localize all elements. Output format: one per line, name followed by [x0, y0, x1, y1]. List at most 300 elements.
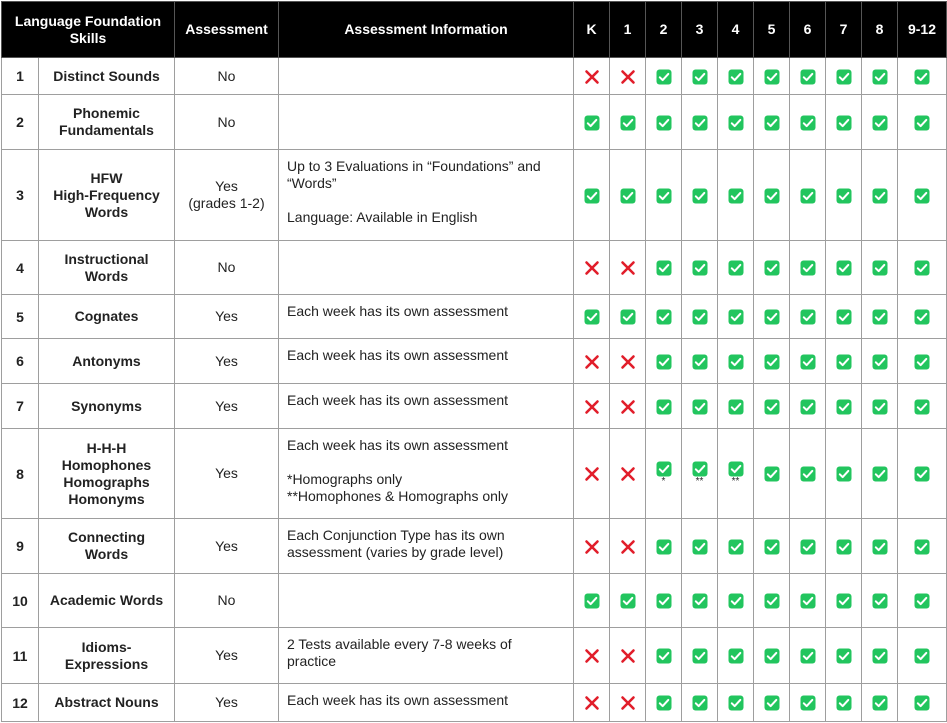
row-number: 12 [2, 684, 39, 722]
grade-cell-3 [682, 628, 718, 684]
grade-cell-content [656, 647, 672, 664]
grade-cell-content [656, 460, 672, 486]
assessment-value-line: No [217, 113, 236, 130]
assessment-value [175, 95, 279, 150]
cross-icon [584, 260, 600, 276]
assessment-info-line: Each week has its own assessment [287, 437, 508, 453]
header-grade-1: 1 [610, 2, 646, 58]
assessment-info [279, 95, 574, 150]
grade-cell-content [584, 465, 600, 482]
grade-cell-0 [574, 150, 610, 241]
grade-cell-9 [898, 574, 947, 628]
table-row [2, 295, 947, 339]
grade-cell-6 [790, 58, 826, 95]
grade-cell-3 [682, 58, 718, 95]
grade-cell-6 [790, 241, 826, 295]
grade-cell-1 [610, 519, 646, 574]
check-icon [656, 695, 672, 711]
grade-cell-content [620, 308, 636, 325]
grade-cell-content [728, 694, 744, 711]
grade-cell-4 [718, 429, 754, 519]
check-icon [728, 593, 744, 609]
assessment-info [279, 58, 574, 95]
grade-cell-0 [574, 519, 610, 574]
assessment-value-line: Yes [215, 537, 238, 554]
cross-icon [620, 69, 636, 85]
grade-cell-content [764, 67, 780, 84]
grade-cell-3 [682, 429, 718, 519]
grade-cell-content [620, 397, 636, 414]
grade-cell-2 [646, 384, 682, 429]
check-icon [728, 188, 744, 204]
grade-cell-content [620, 259, 636, 276]
check-icon [836, 188, 852, 204]
skill-name-line: Antonyms [72, 352, 141, 369]
grade-cell-6 [790, 574, 826, 628]
grade-cell-7 [826, 295, 862, 339]
skill-name [39, 628, 175, 684]
row-number: 10 [2, 574, 39, 628]
grade-cell-content [800, 537, 816, 554]
check-icon [764, 115, 780, 131]
grade-cell-content [728, 537, 744, 554]
assessment-info-line: Up to 3 Evaluations in “Foundations” and [287, 158, 541, 174]
grade-cell-5 [754, 519, 790, 574]
cross-icon [584, 69, 600, 85]
row-number: 11 [2, 628, 39, 684]
grade-cell-content [656, 67, 672, 84]
grade-cell-4 [718, 58, 754, 95]
grade-cell-7 [826, 241, 862, 295]
grade-cell-content [764, 308, 780, 325]
grade-cell-6 [790, 519, 826, 574]
check-icon [800, 309, 816, 325]
assessment-value-line: No [217, 259, 236, 275]
check-icon [656, 593, 672, 609]
assessment-info-line: assessment (varies by grade level) [287, 544, 504, 560]
grade-cell-6 [790, 384, 826, 429]
grade-cell-7 [826, 150, 862, 241]
check-icon [728, 309, 744, 325]
check-icon [692, 648, 708, 664]
check-icon [728, 539, 744, 555]
check-icon [764, 354, 780, 370]
header-assessment-info: Assessment Information [279, 2, 574, 58]
check-icon [800, 354, 816, 370]
assessment-value [175, 241, 279, 295]
check-icon [728, 461, 744, 477]
grade-cell-1 [610, 628, 646, 684]
header-grade-5: 5 [754, 2, 790, 58]
table-row [2, 574, 947, 628]
grade-cell-8 [862, 339, 898, 384]
check-icon [800, 695, 816, 711]
check-icon [800, 69, 816, 85]
grade-cell-content [914, 259, 930, 276]
assessment-info-line: 2 Tests available every 7-8 weeks of [287, 636, 512, 652]
assessment-value [175, 58, 279, 95]
check-icon [728, 260, 744, 276]
check-icon [764, 539, 780, 555]
grade-cell-content [620, 465, 636, 482]
check-icon [914, 309, 930, 325]
check-icon [584, 188, 600, 204]
grade-cell-4 [718, 574, 754, 628]
assessment-value [175, 150, 279, 241]
grade-cell-2 [646, 295, 682, 339]
cross-icon [620, 695, 636, 711]
cross-icon [584, 354, 600, 370]
check-icon [914, 354, 930, 370]
assessment-value [175, 295, 279, 339]
check-icon [872, 539, 888, 555]
grade-cell-8 [862, 628, 898, 684]
check-icon [914, 188, 930, 204]
grade-cell-7 [826, 684, 862, 722]
grade-cell-content [914, 67, 930, 84]
grade-cell-content [800, 647, 816, 664]
grade-cell-content [692, 647, 708, 664]
grade-cell-content [620, 352, 636, 369]
grade-cell-4 [718, 241, 754, 295]
grade-cell-1 [610, 241, 646, 295]
check-icon [872, 399, 888, 415]
header-skills-line1: Language Foundation [14, 12, 162, 29]
grade-cell-content [692, 694, 708, 711]
grade-cell-9 [898, 429, 947, 519]
check-icon [620, 593, 636, 609]
grade-cell-4 [718, 150, 754, 241]
grade-cell-6 [790, 95, 826, 150]
skill-name [39, 519, 175, 574]
grade-cell-content [872, 465, 888, 482]
skill-name [39, 684, 175, 722]
check-icon [836, 695, 852, 711]
grade-cell-content [872, 537, 888, 554]
check-icon [800, 188, 816, 204]
skill-name-line: Idioms- [81, 638, 132, 655]
row-number: 4 [2, 241, 39, 295]
table-row [2, 241, 947, 295]
language-foundation-table [1, 1, 947, 722]
grade-cell-5 [754, 339, 790, 384]
grade-cell-content [584, 67, 600, 84]
skill-name [39, 429, 175, 519]
grade-cell-7 [826, 95, 862, 150]
cross-icon [584, 539, 600, 555]
check-icon [914, 539, 930, 555]
grade-cell-0 [574, 574, 610, 628]
grade-cell-8 [862, 384, 898, 429]
check-icon [728, 354, 744, 370]
grade-cell-4 [718, 295, 754, 339]
check-icon [692, 539, 708, 555]
grade-cell-content [764, 592, 780, 609]
check-icon [692, 260, 708, 276]
grade-cell-2 [646, 429, 682, 519]
check-icon [800, 399, 816, 415]
header-grade-9: 9-12 [898, 2, 947, 58]
table-body [2, 58, 947, 722]
grade-cell-8 [862, 150, 898, 241]
skill-name [39, 574, 175, 628]
grade-cell-content [836, 647, 852, 664]
cross-icon [584, 648, 600, 664]
grade-cell-7 [826, 628, 862, 684]
grade-cell-9 [898, 58, 947, 95]
grade-cell-6 [790, 339, 826, 384]
assessment-info [279, 574, 574, 628]
assessment-info [279, 628, 574, 684]
grade-cell-content [728, 186, 744, 203]
cross-icon [584, 399, 600, 415]
cross-icon [620, 466, 636, 482]
grade-cell-5 [754, 429, 790, 519]
grade-cell-content [620, 592, 636, 609]
header-skills [2, 2, 175, 58]
grade-cell-content [620, 186, 636, 203]
footnote-marker: ** [695, 476, 704, 488]
header-grade-2: 2 [646, 2, 682, 58]
check-icon [914, 399, 930, 415]
grade-cell-6 [790, 429, 826, 519]
skill-name-line: Homonyms [68, 490, 145, 507]
assessment-value [175, 519, 279, 574]
grade-cell-4 [718, 628, 754, 684]
check-icon [656, 354, 672, 370]
grade-cell-2 [646, 574, 682, 628]
grade-cell-2 [646, 628, 682, 684]
assessment-info-line: Each week has its own assessment [287, 347, 508, 363]
assessment-info [279, 295, 574, 339]
grade-cell-content [872, 352, 888, 369]
grade-cell-1 [610, 95, 646, 150]
check-icon [620, 309, 636, 325]
grade-cell-content [836, 694, 852, 711]
grade-cell-5 [754, 574, 790, 628]
check-icon [872, 648, 888, 664]
skill-name-line: Homophones [61, 456, 152, 473]
check-icon [836, 69, 852, 85]
footnote-marker: * [661, 476, 666, 488]
table-row [2, 95, 947, 150]
grade-cell-content [728, 460, 744, 486]
cross-icon [584, 695, 600, 711]
grade-cell-content [656, 397, 672, 414]
cross-icon [620, 539, 636, 555]
assessment-info [279, 150, 574, 241]
check-icon [872, 115, 888, 131]
grade-cell-5 [754, 58, 790, 95]
cross-icon [620, 260, 636, 276]
check-icon [656, 309, 672, 325]
grade-cell-9 [898, 339, 947, 384]
grade-cell-content [872, 694, 888, 711]
grade-cell-content [584, 259, 600, 276]
table-row [2, 429, 947, 519]
grade-cell-content [728, 647, 744, 664]
grade-cell-5 [754, 95, 790, 150]
grade-cell-content [872, 397, 888, 414]
assessment-info-line: *Homographs only [287, 471, 403, 487]
grade-cell-content [872, 647, 888, 664]
grade-cell-0 [574, 95, 610, 150]
check-icon [656, 539, 672, 555]
check-icon [914, 593, 930, 609]
grade-cell-content [872, 186, 888, 203]
header-grade-3: 3 [682, 2, 718, 58]
grade-cell-content [914, 186, 930, 203]
grade-cell-3 [682, 384, 718, 429]
row-number: 6 [2, 339, 39, 384]
grade-cell-content [836, 186, 852, 203]
grade-cell-content [800, 308, 816, 325]
grade-cell-0 [574, 628, 610, 684]
grade-cell-content [836, 259, 852, 276]
grade-cell-content [914, 465, 930, 482]
header-grade-7: 7 [826, 2, 862, 58]
assessment-value-line: Yes [215, 647, 238, 663]
cross-icon [620, 648, 636, 664]
grade-cell-5 [754, 295, 790, 339]
check-icon [764, 399, 780, 415]
cross-icon [584, 466, 600, 482]
grade-cell-content [728, 592, 744, 609]
grade-cell-content [914, 397, 930, 414]
grade-cell-content [692, 259, 708, 276]
grade-cell-3 [682, 684, 718, 722]
footnote-marker: ** [731, 476, 740, 488]
grade-cell-9 [898, 241, 947, 295]
check-icon [584, 115, 600, 131]
assessment-value-line: Yes [215, 352, 238, 369]
grade-cell-4 [718, 684, 754, 722]
check-icon [914, 69, 930, 85]
grade-cell-2 [646, 684, 682, 722]
row-number: 5 [2, 295, 39, 339]
check-icon [764, 648, 780, 664]
skill-name-line: Distinct Sounds [53, 67, 160, 84]
grade-cell-content [914, 113, 930, 130]
grade-cell-content [764, 647, 780, 664]
grade-cell-content [584, 186, 600, 203]
grade-cell-2 [646, 95, 682, 150]
skill-name-line: Expressions [64, 655, 149, 672]
check-icon [692, 309, 708, 325]
grade-cell-9 [898, 150, 947, 241]
grade-cell-7 [826, 574, 862, 628]
assessment-value [175, 339, 279, 384]
grade-cell-1 [610, 295, 646, 339]
grade-cell-5 [754, 384, 790, 429]
grade-cell-6 [790, 628, 826, 684]
grade-cell-content [692, 397, 708, 414]
grade-cell-content [728, 113, 744, 130]
grade-cell-9 [898, 519, 947, 574]
header-grade-6: 6 [790, 2, 826, 58]
grade-cell-7 [826, 384, 862, 429]
grade-cell-content [728, 67, 744, 84]
grade-cell-content [914, 647, 930, 664]
skill-name-line: Words [84, 546, 129, 562]
grade-cell-4 [718, 519, 754, 574]
assessment-value-line: Yes [215, 308, 238, 324]
grade-cell-3 [682, 295, 718, 339]
skill-name-line: Words [84, 267, 129, 284]
check-icon [692, 69, 708, 85]
skill-name [39, 339, 175, 384]
check-icon [836, 115, 852, 131]
grade-cell-content [656, 259, 672, 276]
table-row [2, 684, 947, 722]
assessment-info-line: practice [287, 653, 337, 669]
grade-cell-content [764, 186, 780, 203]
assessment-info-line: Language: Available in English [287, 209, 478, 225]
check-icon [872, 309, 888, 325]
assessment-info-line: Each Conjunction Type has its own [287, 527, 505, 543]
grade-cell-1 [610, 429, 646, 519]
row-number: 3 [2, 150, 39, 241]
assessment-info-line [287, 454, 565, 471]
grade-cell-8 [862, 95, 898, 150]
grade-cell-8 [862, 519, 898, 574]
check-icon [728, 695, 744, 711]
assessment-info [279, 684, 574, 722]
check-icon [764, 695, 780, 711]
grade-cell-content [692, 113, 708, 130]
check-icon [836, 354, 852, 370]
grade-cell-content [872, 113, 888, 130]
check-icon [800, 115, 816, 131]
check-icon [584, 593, 600, 609]
grade-cell-0 [574, 241, 610, 295]
assessment-value-line: Yes [215, 178, 238, 194]
header-skills-line2: Skills [69, 29, 107, 46]
check-icon [836, 399, 852, 415]
check-icon [836, 466, 852, 482]
grade-cell-content [584, 694, 600, 711]
assessment-value-line: No [217, 592, 236, 608]
grade-cell-6 [790, 150, 826, 241]
table-row [2, 150, 947, 241]
grade-cell-content [656, 352, 672, 369]
grade-cell-6 [790, 295, 826, 339]
grade-cell-content [764, 537, 780, 554]
grade-cell-content [800, 259, 816, 276]
grade-cell-3 [682, 519, 718, 574]
grade-cell-content [692, 352, 708, 369]
check-icon [692, 695, 708, 711]
grade-cell-1 [610, 339, 646, 384]
grade-cell-content [914, 694, 930, 711]
grade-cell-content [764, 352, 780, 369]
cross-icon [620, 399, 636, 415]
assessment-value-line: Yes [215, 694, 238, 710]
grade-cell-9 [898, 684, 947, 722]
grade-cell-6 [790, 684, 826, 722]
grade-cell-content [872, 592, 888, 609]
grade-cell-3 [682, 150, 718, 241]
grade-cell-content [914, 308, 930, 325]
check-icon [836, 260, 852, 276]
header-assessment: Assessment [175, 2, 279, 58]
check-icon [872, 695, 888, 711]
grade-cell-4 [718, 339, 754, 384]
check-icon [800, 260, 816, 276]
grade-cell-content [656, 308, 672, 325]
assessment-value [175, 684, 279, 722]
skill-name [39, 241, 175, 295]
